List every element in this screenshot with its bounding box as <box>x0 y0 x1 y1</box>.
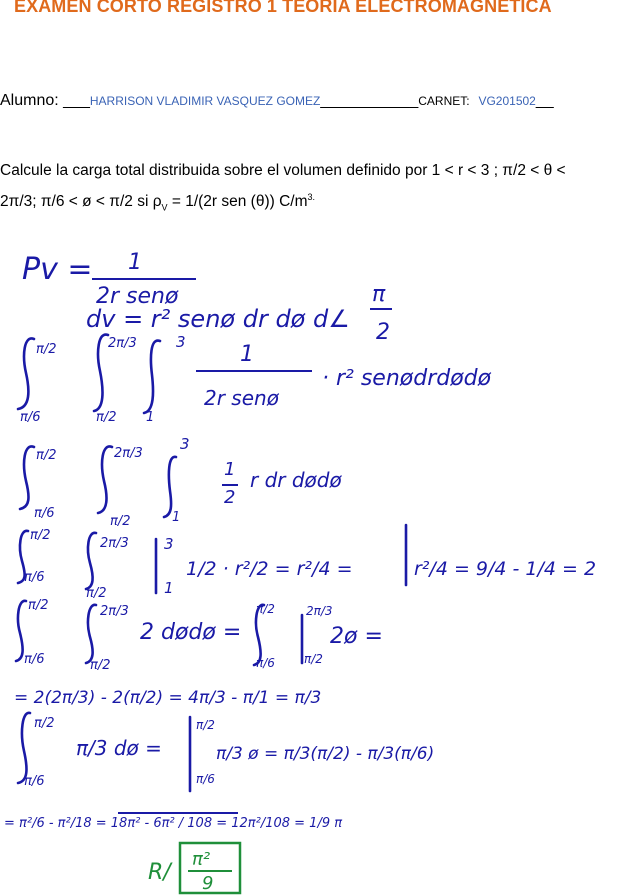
hw-r3-lo1: π/6 <box>24 570 45 585</box>
hw-line2: dv = r² senø dr dø d∠ <box>86 305 350 333</box>
hw-r3-lo2: π/2 <box>86 586 107 601</box>
hw-r3-up3: 3 <box>164 535 174 553</box>
hw-step1-tail: · r² senødrdødø <box>322 366 492 391</box>
question-text <box>0 158 639 220</box>
hw-line1-left: Pv = <box>22 252 93 287</box>
hw-r6-up1: π/2 <box>34 716 55 731</box>
question-part3: = 1/(2r sen (θ)) C/m <box>167 193 308 211</box>
hw-r2-up2: 2π/3 <box>114 446 143 461</box>
hw-r4-lo4: π/2 <box>304 652 323 666</box>
answer-num: π² <box>192 849 211 870</box>
question-part1: Calcule la carga total distribuida sobre el volumen definido por 1 < r < 3 ; π/2 < θ < <box>0 162 566 179</box>
hw-r4-up1: π/2 <box>28 598 49 613</box>
student-blank-after: ___________ <box>320 92 419 109</box>
question-part2: 2π/3; π/6 < ø < π/2 si ρ <box>0 193 162 211</box>
hw-r4-lo3: π/6 <box>256 656 275 670</box>
hw-r6-up2: π/2 <box>196 718 215 732</box>
hw-r2-up1: π/2 <box>36 448 57 463</box>
student-line <box>0 92 554 110</box>
answer-label: R/ <box>148 860 171 885</box>
hw-r6-lo1: π/6 <box>24 774 45 789</box>
question-sup: 3. <box>307 192 316 202</box>
hw-r4-up4: 2π/3 <box>306 604 333 618</box>
hw-r3-up1: π/2 <box>30 528 51 543</box>
student-name: HARRISON VLADIMIR VASQUEZ GOMEZ <box>89 94 321 108</box>
hw-step2-num: 1 <box>224 459 236 480</box>
carnet-value: VG201502 <box>478 94 536 108</box>
hw-r2-lo3: 1 <box>172 510 181 525</box>
hw-r1-lo2: π/2 <box>96 410 117 425</box>
hw-step1-num: 1 <box>240 342 254 367</box>
hw-line2-num: π <box>372 282 386 307</box>
hw-r1-up3: 3 <box>176 333 186 351</box>
hw-line1-num: 1 <box>128 250 142 275</box>
hw-step4-tail: 2ø = <box>330 624 383 649</box>
hw-r3-up2: 2π/3 <box>100 536 129 551</box>
hw-r1-lo1: π/6 <box>20 410 41 425</box>
hw-step6-lhs: π/3 dø = <box>76 736 162 760</box>
carnet-label: CARNET: <box>418 94 470 108</box>
carnet-blank: __ <box>535 92 554 109</box>
question-sub: V <box>161 202 168 213</box>
hw-step2-den: 2 <box>224 487 236 508</box>
hw-r2-lo2: π/2 <box>110 514 131 529</box>
hw-r2-up3: 3 <box>180 435 190 453</box>
hw-step3-eval: 1/2 · r²/2 = r²/4 = <box>186 558 353 580</box>
hw-line1-den: 2r senø <box>96 284 179 309</box>
hw-step7: = π²/6 - π²/18 = 18π² - 6π² / 108 = 12π²/108 = 1/9 π <box>4 816 343 831</box>
exam-title: EXAMEN CORTO REGISTRO 1 TEORIA ELECTROMAGNETICA <box>14 0 552 16</box>
hw-r3-lo3: 1 <box>164 579 174 597</box>
answer-den: 9 <box>202 873 214 894</box>
hw-r4-up2: 2π/3 <box>100 604 129 619</box>
hw-step1-den: 2r senø <box>204 386 279 410</box>
hw-r4-lo2: π/2 <box>90 658 111 673</box>
hw-r2-lo1: π/6 <box>34 506 55 521</box>
hw-step4: 2 dødø = <box>140 620 242 645</box>
hw-step2-tail: r dr dødø <box>250 468 342 492</box>
hw-r1-up1: π/2 <box>36 342 57 357</box>
hw-r1-up2: 2π/3 <box>108 336 137 351</box>
hw-step6-rhs: π/3 ø = π/3(π/2) - π/3(π/6) <box>216 744 435 764</box>
handwritten-solution <box>0 235 639 896</box>
hw-r4-up3: π/2 <box>256 602 275 616</box>
student-blank-before: ___ <box>63 92 90 109</box>
hw-line2-den: 2 <box>376 320 390 345</box>
student-label: Alumno: <box>0 92 59 109</box>
hw-r4-lo1: π/6 <box>24 652 45 667</box>
final-answer <box>148 843 240 894</box>
hw-r6-lo2: π/6 <box>196 772 215 786</box>
hw-step5: = 2(2π/3) - 2(π/2) = 4π/3 - π/1 = π/3 <box>14 688 322 708</box>
hw-r1-lo3: 1 <box>146 410 155 425</box>
hw-step3-result: r²/4 = 9/4 - 1/4 = 2 <box>414 558 597 580</box>
